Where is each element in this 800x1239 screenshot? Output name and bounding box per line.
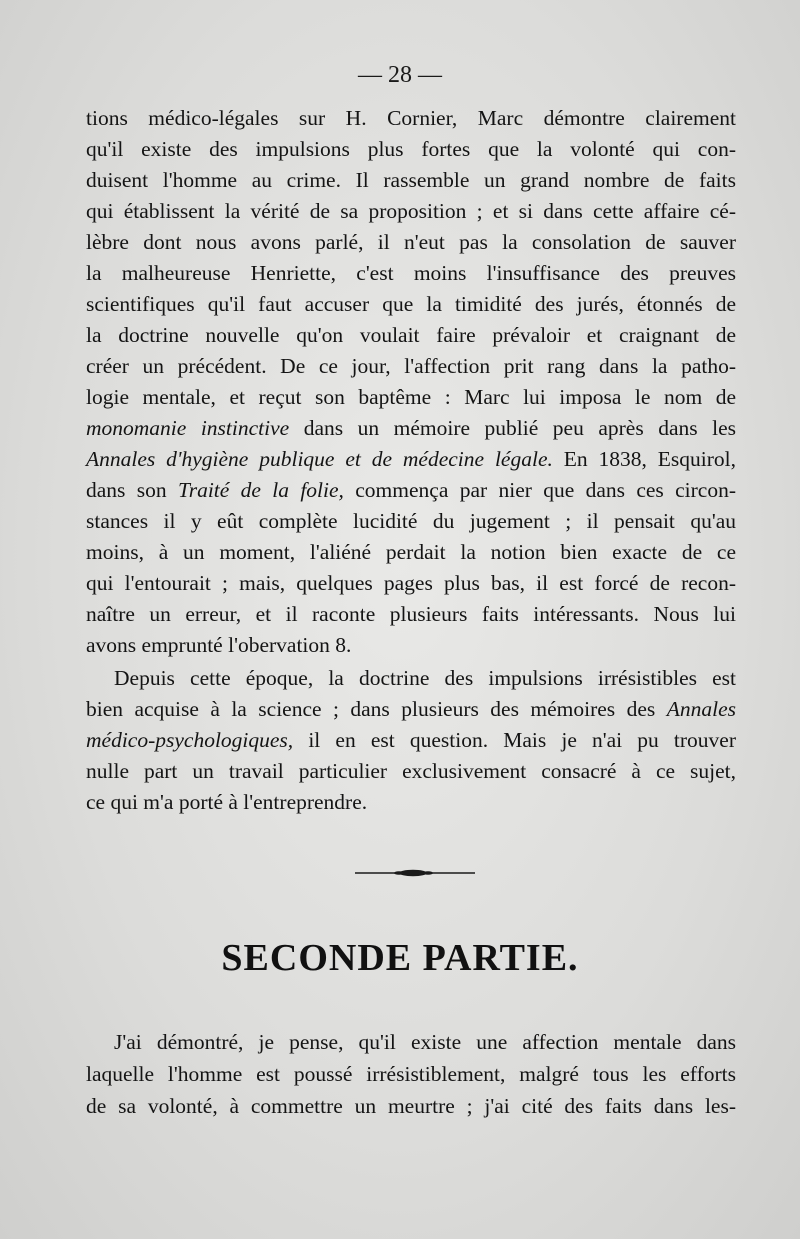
journal-title: médico-psychologiques, <box>86 728 294 752</box>
text-line: créer un précédent. De ce jour, l'affection prit rang dans la patho- <box>86 354 736 378</box>
text-span: dans son <box>86 478 178 502</box>
book-title: Traité de la folie, <box>177 478 344 502</box>
italic-term: monomanie instinctive <box>86 416 290 440</box>
text-line: laquelle l'homme est poussé irrésistiblement, malgré tous les efforts <box>86 1062 736 1086</box>
page-number: — 28 — <box>358 62 442 88</box>
text-line: J'ai démontré, je pense, qu'il existe une affection mentale dans <box>114 1030 736 1054</box>
text-line <box>86 475 736 505</box>
section-title: SECONDE PARTIE. <box>221 937 579 979</box>
text-line: nulle part un travail particulier exclusivement consacré à ce sujet, <box>86 759 736 783</box>
text-line: ce qui m'a porté à l'entreprendre. <box>86 790 368 814</box>
text-line: qu'il existe des impulsions plus fortes que la volonté qui con- <box>86 137 736 161</box>
text-line: la doctrine nouvelle qu'on voulait faire prévaloir et craignant de <box>86 323 736 347</box>
text-line <box>86 413 736 443</box>
text-span: En 1838, Esquirol, <box>552 447 736 471</box>
text-line: qui établissent la vérité de sa proposition ; et si dans cette affaire cé- <box>86 199 736 223</box>
text-span: il en est question. Mais je n'ai pu trouver <box>293 728 736 752</box>
text-line: moins, à un moment, l'aliéné perdait la notion bien exacte de ce <box>86 540 736 564</box>
text-line: tions médico-légales sur H. Cornier, Marc démontre clairement <box>86 106 736 130</box>
text-line <box>86 725 736 755</box>
text-line: stances il y eût complète lucidité du jugement ; il pensait qu'au <box>86 509 736 533</box>
text-line: logie mentale, et reçut son baptême : Marc lui imposa le nom de <box>86 385 736 409</box>
text-line: lèbre dont nous avons parlé, il n'eut pas la consolation de sauver <box>86 230 736 254</box>
text-line: avons emprunté l'obervation 8. <box>86 633 352 657</box>
journal-title: Annales d'hygiène publique et de médecine légale. <box>86 447 553 471</box>
text-line: naître un erreur, et il raconte plusieurs faits intéressants. Nous lui <box>86 602 736 626</box>
text-line: de sa volonté, à commettre un meurtre ; j'ai cité des faits dans les- <box>86 1094 736 1118</box>
text-line <box>86 444 736 474</box>
text-line: duisent l'homme au crime. Il rassemble un grand nombre de faits <box>86 168 736 192</box>
journal-title: Annales <box>666 697 736 721</box>
text-line: scientifiques qu'il faut accuser que la timidité des jurés, étonnés de <box>86 292 736 316</box>
text-line: Depuis cette époque, la doctrine des impulsions irrésistibles est <box>114 666 736 690</box>
text-span: bien acquise à la science ; dans plusieurs des mémoires des <box>86 697 667 721</box>
divider-ornament <box>355 866 475 880</box>
text-line: la malheureuse Henriette, c'est moins l'insuffisance des preuves <box>86 261 736 285</box>
text-line: qui l'entourait ; mais, quelques pages plus bas, il est forcé de recon- <box>86 571 736 595</box>
text-span: dans un mémoire publié peu après dans les <box>289 416 736 440</box>
text-span: commença par nier que dans ces circon- <box>343 478 737 502</box>
text-line <box>86 694 736 724</box>
